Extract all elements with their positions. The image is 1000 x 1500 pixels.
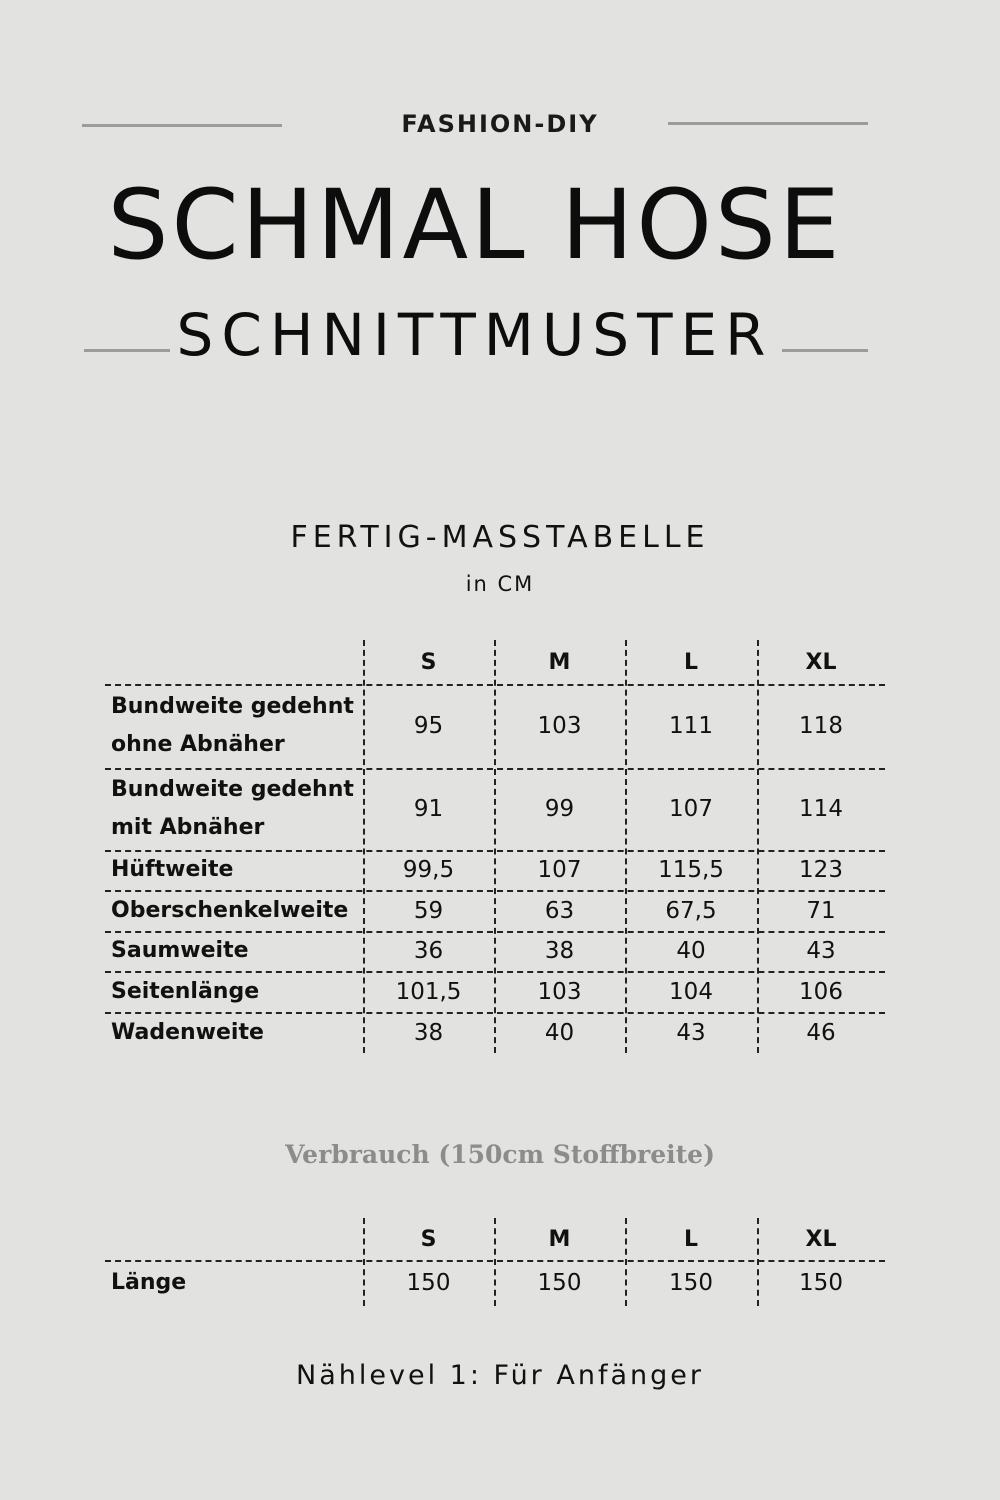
measurement-cell: 36 <box>413 938 444 964</box>
measurement-cell: 123 <box>799 857 843 883</box>
measurement-row-label-line1: Bundweite gedehnt <box>111 694 354 719</box>
measurement-row-label <box>111 684 361 768</box>
measurement-cell: 104 <box>669 978 713 1005</box>
measurement-cell: 38 <box>544 938 575 964</box>
measurement-cell: 91 <box>413 796 444 822</box>
measurement-cell: 99 <box>544 796 575 822</box>
consumption-header-m: M <box>548 1226 571 1252</box>
consumption-header-l: L <box>683 1226 699 1252</box>
consumption-cell: 150 <box>669 1270 713 1296</box>
measurement-unit: in CM <box>465 572 535 596</box>
sewing-level: Nählevel 1: Für Anfänger <box>296 1360 704 1391</box>
page-subtitle: SCHNITTMUSTER <box>176 301 774 369</box>
measurement-row-label: Hüftweite <box>111 857 234 882</box>
measurement-cell: 46 <box>806 1019 836 1046</box>
page-title: SCHMAL HOSE <box>107 169 843 281</box>
measurement-row-label: Seitenlänge <box>111 978 260 1004</box>
consumption-header-xl: XL <box>805 1226 837 1252</box>
measurement-cell: 118 <box>799 713 843 739</box>
consumption-cell: 150 <box>799 1270 843 1296</box>
measurement-cell: 103 <box>537 978 582 1005</box>
measurement-cell: 59 <box>413 897 444 924</box>
measurement-cell: 40 <box>544 1019 575 1046</box>
measurement-header-xl: XL <box>805 649 837 675</box>
measurement-cell: 107 <box>537 857 582 883</box>
measurement-header-l: L <box>683 649 699 675</box>
brand-label: FASHION-DIY <box>401 110 599 138</box>
measurement-cell: 99,5 <box>402 857 455 883</box>
measurement-cell: 40 <box>676 938 706 964</box>
measurement-table-title: FERTIG-MASSTABELLE <box>290 520 710 555</box>
measurement-cell: 101,5 <box>395 978 462 1005</box>
consumption-row-label: Länge <box>111 1270 187 1295</box>
consumption-cell: 150 <box>406 1270 451 1296</box>
measurement-cell: 67,5 <box>665 897 717 924</box>
consumption-cell: 150 <box>537 1270 582 1296</box>
measurement-row-label: Oberschenkelweite <box>111 897 349 923</box>
measurement-row-label: Wadenweite <box>111 1019 264 1045</box>
measurement-cell: 38 <box>413 1019 444 1046</box>
measurement-cell: 43 <box>806 938 836 964</box>
measurement-table <box>105 640 885 1055</box>
measurement-cell: 95 <box>413 713 444 739</box>
measurement-cell: 63 <box>544 897 575 924</box>
measurement-row-label: Saumweite <box>111 938 249 963</box>
measurement-cell: 71 <box>806 897 836 924</box>
measurement-row-label-line2: mit Abnäher <box>111 815 265 840</box>
measurement-cell: 103 <box>537 713 582 739</box>
measurement-cell: 107 <box>669 796 713 822</box>
measurement-cell: 115,5 <box>658 857 724 883</box>
measurement-row-label-line2: ohne Abnäher <box>111 732 285 757</box>
measurement-cell: 114 <box>799 796 843 822</box>
measurement-header-m: M <box>548 649 571 675</box>
measurement-row-label <box>111 768 361 850</box>
measurement-header-s: S <box>420 649 437 675</box>
consumption-title: Verbrauch (150cm Stoffbreite) <box>285 1140 715 1169</box>
measurement-row-label-line1: Bundweite gedehnt <box>111 777 354 802</box>
measurement-cell: 111 <box>669 713 713 739</box>
consumption-table <box>105 1218 885 1308</box>
measurement-cell: 43 <box>676 1019 706 1046</box>
measurement-cell: 106 <box>799 978 843 1005</box>
consumption-header-s: S <box>420 1226 437 1252</box>
